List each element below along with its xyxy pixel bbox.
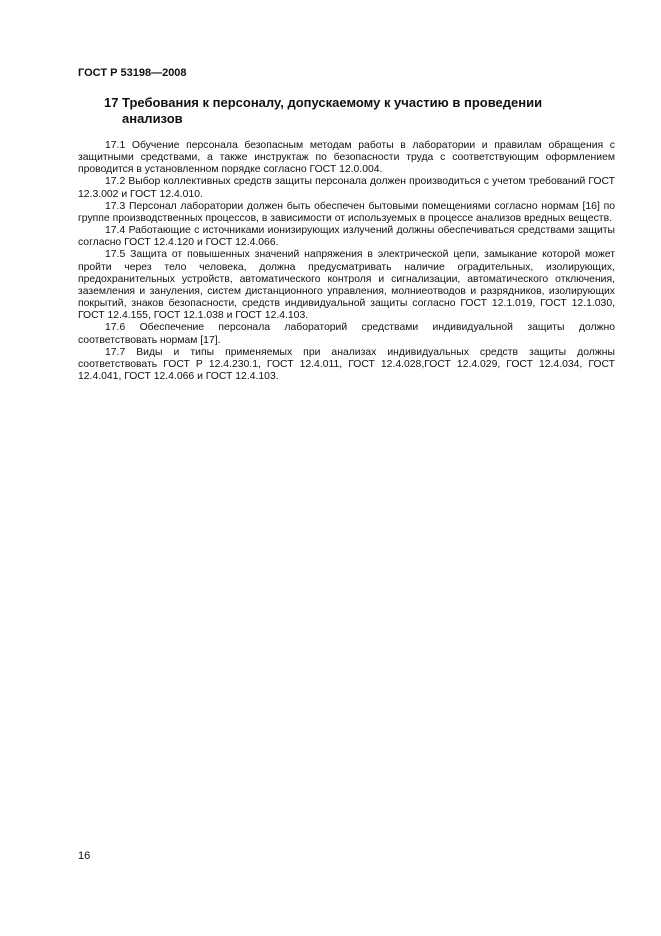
paragraph-17-4: 17.4 Работающие с источниками ионизирующих излучений должны обеспечиваться средствами защиты согласно ГОСТ 12.4.120 и ГОСТ 12.4.066. xyxy=(78,225,615,249)
document-code-header: ГОСТ Р 53198—2008 xyxy=(78,67,187,79)
paragraph-17-6: 17.6 Обеспечение персонала лабораторий средствами индивидуальной защиты должно соответствовать нормам [17]. xyxy=(78,322,615,346)
section-title: Требования к персоналу, допускаемому к участию в проведении анализов xyxy=(122,95,543,126)
section-heading xyxy=(104,95,584,127)
paragraph-17-2: 17.2 Выбор коллективных средств защиты персонала должен производиться с учетом требований ГОСТ 12.3.002 и ГОСТ 12.4.010. xyxy=(78,176,615,200)
section-body xyxy=(78,140,615,383)
paragraph-17-7: 17.7 Виды и типы применяемых при анализах индивидуальных средств защиты должны соответствовать ГОСТ Р 12.4.230.1, ГОСТ 12.4.011, ГОСТ 12.4.028,ГОСТ 12.4.029, ГОСТ 12.4.034, ГОСТ 12.4.041, ГОСТ 12.4.066 и ГОСТ 12.4.103. xyxy=(78,346,615,382)
paragraph-17-5: 17.5 Защита от повышенных значений напряжения в электрической цепи, замыкание которой может пройти через тело человека, должна предусматривать наличие оградительных, изолирующих, предохранительных устройств, автоматического контроля и сигнализации, автоматического отключения, заземления и зануления, систем дистанционного управления, молниеотводов и разрядников, изолирующих покрытий, знаков безопасности, средств индивидуальной защиты согласно ГОСТ 12.1.019, ГОСТ 12.1.030, ГОСТ 12.4.155, ГОСТ 12.1.038 и ГОСТ 12.4.103. xyxy=(78,249,615,322)
page-number: 16 xyxy=(78,850,91,862)
paragraph-17-1: 17.1 Обучение персонала безопасным методам работы в лаборатории и правилам обращения с защитными средствами, а также инструктаж по безопасности труда с соответствующим оформлением проводится в установленном порядке согласно ГОСТ 12.0.004. xyxy=(78,140,615,176)
section-number: 17 xyxy=(104,95,119,110)
paragraph-17-3: 17.3 Персонал лаборатории должен быть обеспечен бытовыми помещениями согласно нормам [16] по группе производственных процессов, в зависимости от используемых в процессе анализов вредных веществ. xyxy=(78,200,615,224)
